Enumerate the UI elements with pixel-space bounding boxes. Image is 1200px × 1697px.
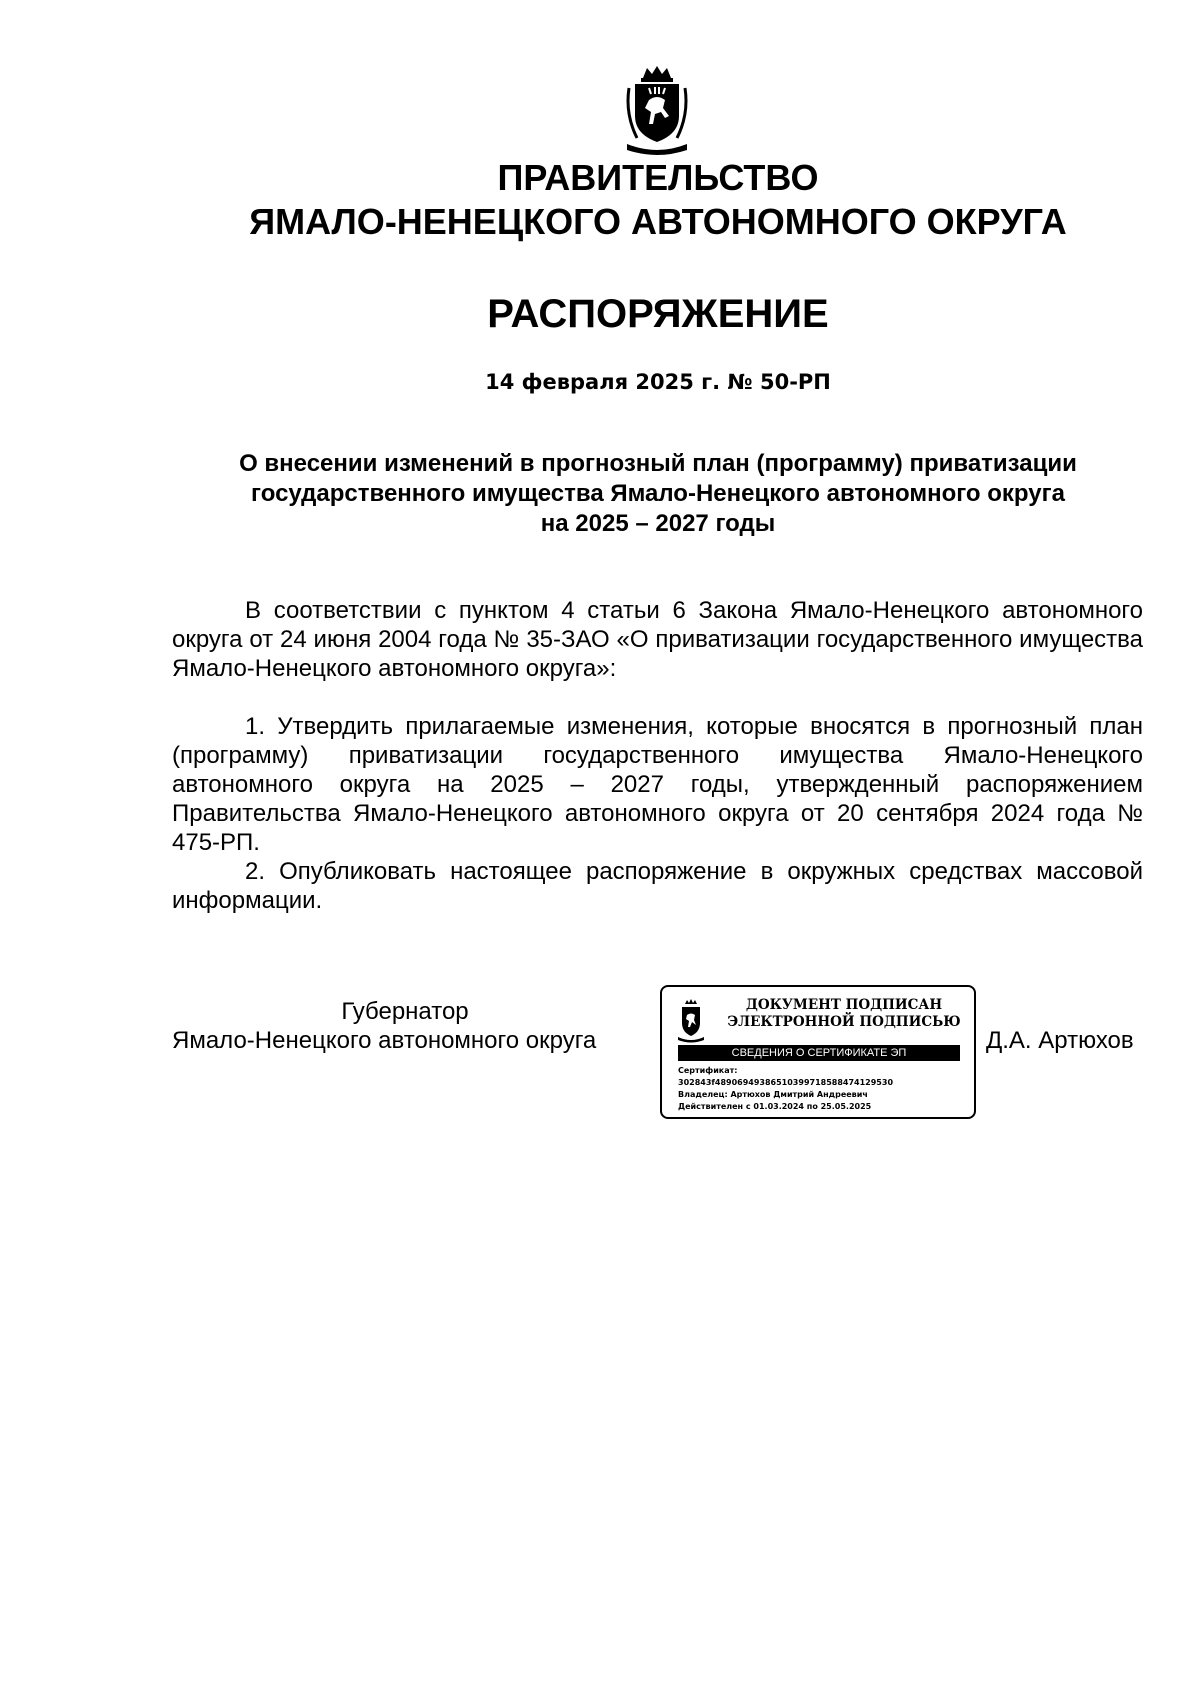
stamp-certificate-bar: СВЕДЕНИЯ О СЕРТИФИКАТЕ ЭП bbox=[678, 1045, 960, 1061]
document-type-title: РАСПОРЯЖЕНИЕ bbox=[487, 292, 829, 336]
certificate-number: 302843f4890694938651039971858847412953​0 bbox=[678, 1078, 894, 1087]
subject-line2: государственного имущества Ямало-Ненецкого автономного округа bbox=[251, 480, 1065, 507]
certificate-validity: Действителен с 01.03.2024 по 25.05.2025 bbox=[678, 1102, 872, 1111]
stamp-title-line2: ЭЛЕКТРОННОЙ ПОДПИСЬЮ bbox=[727, 1014, 961, 1030]
electronic-signature-stamp bbox=[660, 985, 976, 1119]
stamp-coat-of-arms-icon bbox=[674, 999, 708, 1043]
certificate-owner: Владелец: Артюхов Дмитрий Андреевич bbox=[678, 1090, 868, 1099]
signatory-block bbox=[172, 997, 652, 1055]
signatory-name: Д.А. Артюхов bbox=[986, 1027, 1134, 1054]
signatory-organization: Ямало-Ненецкого автономного округа bbox=[172, 1027, 597, 1054]
subject-line3: на 2025 – 2027 годы bbox=[540, 510, 776, 537]
document-subject bbox=[180, 449, 1136, 539]
document-date-number: 14 февраля 2025 г. № 50-РП bbox=[485, 370, 831, 394]
certificate-label: Сертификат: bbox=[678, 1066, 738, 1075]
stamp-title-line1: ДОКУМЕНТ ПОДПИСАН bbox=[745, 997, 943, 1013]
yamal-coat-of-arms-icon bbox=[619, 64, 695, 156]
stamp-certificate-details bbox=[678, 1065, 968, 1113]
order-items-list bbox=[172, 712, 1143, 915]
stamp-title bbox=[722, 997, 966, 1031]
order-item-2: 2. Опубликовать настоящее распоряжение в окружных средствах массовой информации. bbox=[172, 858, 1143, 914]
government-title-line1: ПРАВИТЕЛЬСТВО bbox=[497, 157, 819, 198]
government-title-line2: ЯМАЛО-НЕНЕЦКОГО АВТОНОМНОГО ОКРУГА bbox=[249, 201, 1067, 242]
signatory-role: Губернатор bbox=[341, 998, 469, 1025]
order-item-1: 1. Утвердить прилагаемые изменения, которые вносятся в прогнозный план (программу) приватизации государственного имущества Ямало-Ненецкого автономного округа на 2025 – 2027 годы, утвержденный распоряжением Правительства Ямало-Ненецкого автономного округа от 20 сентября 2024 года № 475-РП. bbox=[172, 713, 1143, 856]
subject-line1: О внесении изменений в прогнозный план (программу) приватизации bbox=[239, 450, 1077, 477]
preamble-paragraph: В соответствии с пунктом 4 статьи 6 Закона Ямало-Ненецкого автономного округа от 24 июня 2004 года № 35-ЗАО «О приватизации государственного имущества Ямало-Ненецкого автономного округа»: bbox=[172, 597, 1143, 682]
